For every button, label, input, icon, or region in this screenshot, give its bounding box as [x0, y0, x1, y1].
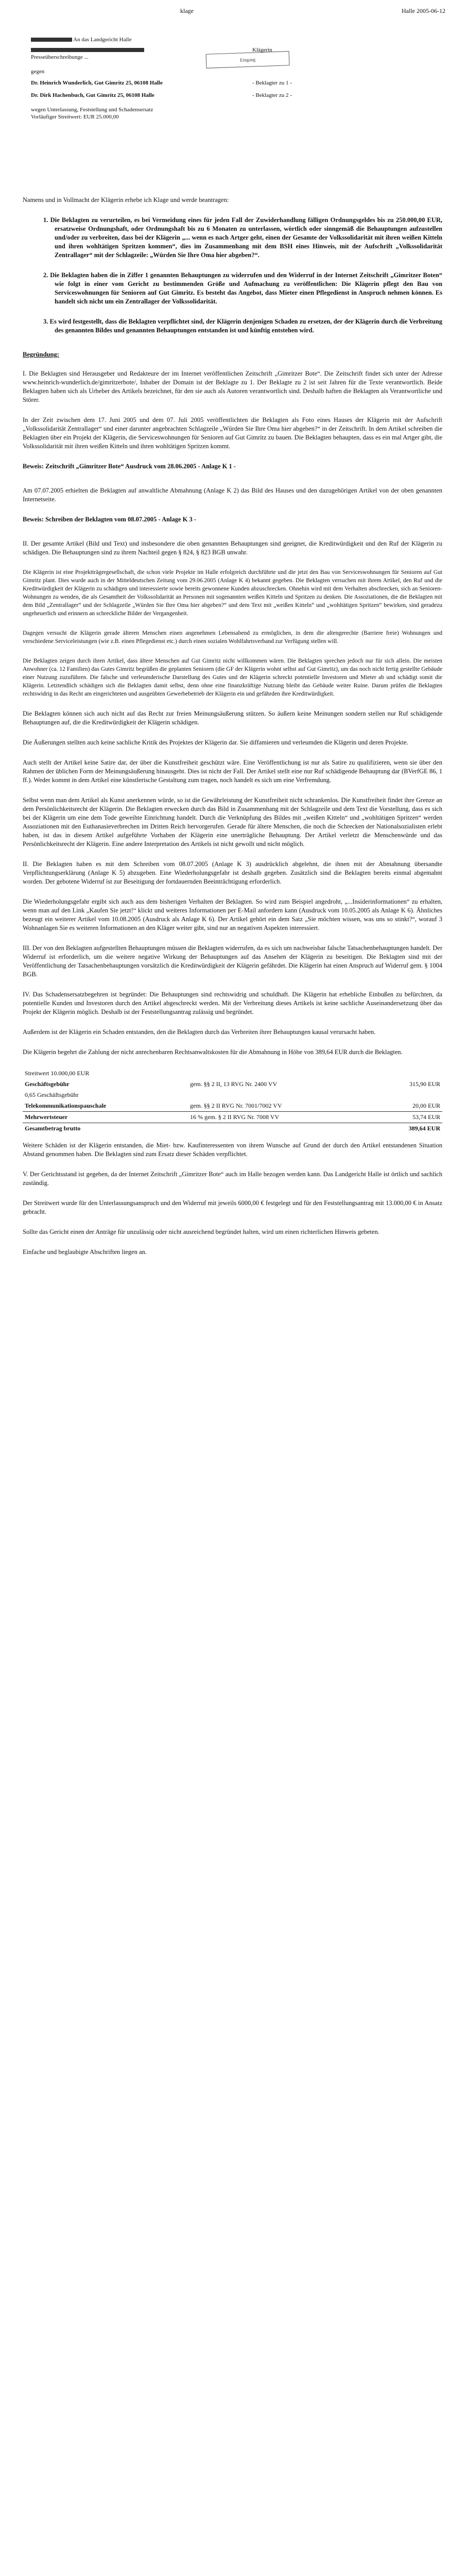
intro: Namens und in Vollmacht der Klägerin erhebe ich Klage und werde beantragen: [23, 196, 229, 204]
table-row: Gesamtbetrag brutto 389,64 EUR [23, 1123, 442, 1134]
contra-label: gegen [31, 69, 45, 75]
section-3: Am 07.07.2005 erhielten die Beklagten auf anwaltliche Abmahnung (Anlage K 2) das Bild des Hauses und den dazugehörigen Artikel von der oben genannten Internetseite. [23, 487, 442, 503]
section-11: Selbst wenn man dem Artikel als Kunst anerkennen würde, so ist die Gewährleistung der Kunstfreiheit nicht schrankenlos. Die Kunstfreiheit findet ihre Grenze an dem Persönlichkeitsrecht der Klägerin. Die Beklagten erwecken durch das Bild in Zusammenhang mit der Schlagzeile und dem Text die Vorstellung, dass es sich bei der Klägerin um eine dem Tode geweihte Einrichtung handelt. Durch die Verknüpfung des Bildes mit „weißen Kitteln“ und „wohltätigen Spritzen“ werden Assoziationen mit den Euthanasieverbrechen im Dritten Reich hervorgerufen. Gerade für ältere Menschen, die noch die Schrecken der Nationalsozialisten erlebt haben, ist das in diesem Artikel aufgeführte Vorhaben der Klägerin eine unerträgliche Behauptung. Der Artikel verletzt die Menschenwürde und das Persönlichkeitsrecht der Klägerin. Eine andere Interpretation des Artikels ist nicht gewollt und nicht möglich. [23, 796, 442, 848]
table-row: Telekommunikationspauschale gem. §§ 2 II RVG Nr. 7001/7002 VV 20,00 EUR [25, 1102, 440, 1109]
section-1: I. Die Beklagten sind Herausgeber und Redakteure der im Internet veröffentlichen Zeitschrift „Gimritzer Bote“. Die Zeitschrift findet sich unter der Adresse www.heinrich-wunderlich.de/gimritzerbote/, Inhaber der Domain ist der Beklagte zu 1. Der Beklagte zu 2 ist seit Jahren für die Texte verantwortlich. Beide Beklagten haben sich als Urheber des Artikels bezeichnet, für den sie auch als Autoren verantwortlich sind. Deshalb haften die Beklagten als Verantwortliche und Störer. [23, 370, 442, 403]
section-17: Die Klägerin begehrt die Zahlung der nicht anrechenbaren Rechtsanwaltskosten für die Abmahnung in Höhe von 389,64 EUR durch die Beklagten. [23, 1048, 403, 1056]
section-8: Die Beklagten können sich auch nicht auf das Recht zur freien Meinungsäußerung stützen. So äußern keine Meinungen sondern stellen nur Ruf schädigende Behauptungen auf, die die Kreditwürdigkeit der Klägerin schädigen. [23, 710, 442, 726]
dispute-value: Vorläufiger Streitwert: EUR 25.000,00 [31, 114, 119, 120]
section-21: Sollte das Gericht einen der Anträge für unzulässig oder nicht ausreichend begründet halten, wird um einen richterlichen Hinweis gebeten. [23, 1228, 379, 1235]
doc-type: klage [180, 7, 194, 14]
section-20: Der Streitwert wurde für den Unterlassungsanspruch und den Widerruf mit jeweils 6000,00 € festgelegt und für den Feststellungsantrag mit 13.000,00 € in Ansatz gebracht. [23, 1199, 442, 1215]
parties-block: An das Landgericht Halle Klägerin Presseüberschreibunge ... gegen Dr. Heinrich Wunderlich, Gut Gimritz 25, 06108 Halle - Beklagter zu 1 - Dr. Dirk Hachenbuch, Gut Gimritz 25, 06108 Halle - Beklagter zu 2 - wegen Unterlassung, Feststellung und Schadensersatz Vorläufiger Streitwert: EUR 25.000,00 [31, 36, 319, 121]
claim-3: 3. Es wird festgestellt, dass die Beklagten verpflichtet sind, der Klägerin denjenigen Schaden zu ersetzen, der der Klägerin durch die Verbreitung des genannten Bildes und genannten Behauptungen entstanden ist und künftig entstehen wird. [43, 318, 442, 334]
section-5: Die Klägerin ist eine Projektträgergesellschaft, die schon viele Projekte im Halle erfolgreich durchführte und die jetzt den Bau von Serviceswohnungen für Senioren auf Gut Gimritz plant. Dies wurde auch in der Mitteldeutschen Zeitung vom 29.06.2005 (Anlage K 4) bekannt gegeben. Die Beklagten versuchen mit ihrem Artikel, den Ruf und die Kreditwürdigkeit der Klägerin zu schädigen und interessierte sowie bereits gewonnene Kunden abzuschrecken. Ohnehin wird mit dem Verhalten abschrecken, sich an Senioren-Wohnungen zu wenden, die als Gesamtheit der Volkssolidarität an Personen mit sogenannten weißen Kitteln und Spritzen zu denken. Die Assoziationen, die die Beklagten mit dem Bild „Zentrallager“ und der Schlagzeile „Würden Sie Ihre Oma hier abgeben?“ und dem Text mit „weißen Kitteln“ und „wohltätigen Spritzen“ bewirken, sind geradezu ungeheuerlich und erinnern an schreckliche Bilder der Vergangenheit. [23, 569, 442, 617]
section-15: IV. Das Schadensersatzbegehren ist begründet: Die Behauptungen sind rechtswidrig und schuldhaft. Die Klägerin hat erhebliche Einbußen zu befürchten, da potentielle Kunden und Investoren durch den Artikel abgeschreckt werden. Mit der Verbreitung dieses Artikels ist keine sachliche Auseinandersetzung über das Projekt der Klägerin möglich. Deshalb ist der Feststellungsantrag zulässig und begründet. [23, 991, 442, 1015]
evidence-2: Beweis: Schreiben der Beklagten vom 08.07.2005 - Anlage K 3 - [23, 516, 197, 523]
section-4: II. Der gesamte Artikel (Bild und Text) und insbesondere die oben genannten Behauptungen sind geeignet, die Kreditwürdigkeit und den Ruf der Klägerin zu schädigen. Die Behauptungen sind zu ihrem Nachteil gegen § 824, § 823 BGB unwahr. [23, 540, 442, 556]
plaintiff-label: Klägerin [252, 47, 272, 53]
section-6: Dagegen versucht die Klägerin gerade älteren Menschen einen angenehmen Lebensabend zu ermöglichen, in dem die altengerechte (Barriere freie) Wohnungen und verschiedene Serviceleistungen (wie z.B. einen Pflegedienst etc.) durch einen sozialen Wohlfahrtsverband zur Verfügung stellen will. [23, 630, 442, 645]
court-line: An das Landgericht Halle [31, 36, 319, 43]
section-9: Die Äußerungen stellten auch keine sachliche Kritik des Projektes der Klägerin dar. Sie diffamieren und verleumden die Klägerin und deren Projekte. [23, 739, 408, 746]
section-2: In der Zeit zwischen dem 17. Juni 2005 und dem 07. Juli 2005 veröffentlichten die Beklagten als Foto eines Hauses der Klägerin mit der Aufschrift „Volkssolidarität Zentrallager“ und einer darunter angebrachten Schlagzeile „Würden Sie Ihre Oma hier abgeben?“ in der Zeitschrift. In dem Artikel schreiben die Beklagten über ein Projekt der Klägerin, die Serviceswohnungen für Senioren auf Gut Gimritz zu bauen. Die Beklagten behaupten, dass es ein mal Artger gibt, die Volkssolidarität mit ihren weißen Kitteln und ihren wohltätigen Spritzen kommt. [23, 416, 442, 450]
evidence-1: Beweis: Zeitschrift „Gimritzer Bote“ Ausdruck vom 28.06.2005 - Anlage K 1 - [23, 463, 236, 470]
section-10: Auch stellt der Artikel keine Satire dar, der über die Kunstfreiheit geschützt wäre. Eine Veröffentlichung ist nur als Satire zu qualifizieren, wenn sie über den Rahmen der üblichen Form der Meinungsäußerung hinausgeht. Dies ist nicht der Fall. Der Artikel stellt eine nur Ruf schädigende Behauptung dar (BVerfGE 86, 1 ff.). Weder kommt in dem Artikel eine künstlerische Gestaltung zum tragen, noch handelt es sich um eine Verfremdung. [23, 759, 442, 784]
redaction [31, 38, 72, 42]
section-7: Die Beklagten zeigen durch ihren Artikel, dass ältere Menschen auf Gut Gimritz nicht willkommen wären. Die Beklagten sprechen jedoch nur für sich allein. Die meisten Anwohner (ca. 12 Familien) das Gutes Gimritz begrüßen die geplanten Senioren (die GF der Klägerin wohnt selbst auf Gut Gimritz), um das noch nicht fertig gestellte Gebäude einer Nutzung zuzuführen. Die falsche und verleumderische Darstellung des Gutes und der Klägerin schreckt potentielle Investoren und Mieter ab und schädigt somit die Klägerin. Letztendlich schädigen sich die Beklagten damit selbst, denn ohne eine finanzkräftige Nutzung bleibt das Gebäude weiter Ruine. Darum prüfen die Beklagten rechtswidrig in das Recht am eingerichteten und ausgeübten Gewerbebetrieb der Klägerin ein und gefährden ihre Kreditwürdigkeit. [23, 658, 442, 697]
section-18: Weitere Schäden ist der Klägerin entstanden, die Miet- bzw. Kaufinteressenten von ihrem Wunsche auf Grund der durch den Artikel entstandenen Situation Abstand genommen haben. Die Beklagten sind zum Ersatz dieser Schäden verpflichtet. [23, 1142, 442, 1158]
plaintiff-address: Presseüberschreibunge ... [31, 54, 89, 60]
section-14: III. Der von den Beklagten aufgestellten Behauptungen müssen die Beklagten widerrufen, da es sich um nachweisbar falsche Tatsachenbehauptungen handelt. Der Widerruf ist erforderlich, um die weitere negative Wirkung der Behauptungen auf das Ansehen der Klägerin zu beseitigen. Die Beklagten sind mit der Veröffentlichung der Tatsachenbehauptungen vorsätzlich die Kreditwürdigkeit der Klägerin gefährdet. Die Klägerin hat einen Anspruch auf Widerruf gem. § 1004 BGB. [23, 944, 442, 978]
begruendung-heading: Begründung: [23, 351, 59, 358]
table-row: 0,65 Geschäftsgebühr [25, 1091, 79, 1098]
table-row: Geschäftsgebühr gem. §§ 2 II, 13 RVG Nr. 2400 VV 315,90 EUR [25, 1080, 440, 1088]
redaction [31, 48, 144, 52]
table-row: Mehrwertsteuer 16 % gem. § 2 II RVG Nr. 7008 VV 53,74 EUR [23, 1112, 442, 1123]
table-row: Streitwert 10.000,00 EUR [25, 1070, 90, 1077]
defendant-2: Dr. Dirk Hachenbuch, Gut Gimritz 25, 06108 Halle [31, 92, 154, 98]
claim-1: 1. Die Beklagten zu verurteilen, es bei Vermeidung eines für jeden Fall der Zuwiderhandlung fälligen Ordnungsgeldes bis zu 250.000,00 EUR, ersatzweise Ordnungshaft, oder Ordnungshaft bis zu 6 Monaten zu unterlassen, wörtlich oder sinngemäß die Behauptungen aufzustellen und/oder zu verbreiten, dass bei der Klägerin „... wenn es nach Artger geht, einen der Gesamte der Volkssolidarität mit ihren weißen Kitteln und ihren wohltätigen Spritzen kommen“, dies im Zusammenhang mit dem BSH eines Hinweis, mit der Aufschrift „Volkssolidarität Zentrallager“ mit der Schlagzeile: „Würden Sie Ihre Oma hier abgeben?“. [43, 216, 442, 259]
closing-line: Einfache und beglaubigte Abschriften liegen an. [23, 1248, 147, 1256]
section-12: II. Die Beklagten haben es mit dem Schreiben vom 08.07.2005 (Anlage K 3) ausdrücklich abgelehnt, die ihnen mit der Abmahnung übersandte Verpflichtungserklärung (Anlage K 5) abzugeben. Eine Wiederholungsgefahr ist deshalb gegeben. Zusätzlich sind die Beklagten bereits einmal abgemahnt worden. Der gebotene Widerruf ist zur Beseitigung der fortdauernden Beeinträchtigung erforderlich. [23, 860, 442, 885]
subject-line: wegen Unterlassung, Feststellung und Schadensersatz [31, 107, 153, 113]
fee-table [23, 1068, 442, 1134]
defendant-1: Dr. Heinrich Wunderlich, Gut Gimritz 25, 06108 Halle [31, 80, 163, 86]
document-body [23, 196, 442, 1268]
receipt-stamp: Eingang [206, 51, 290, 69]
claim-2: 2. Die Beklagten haben die in Ziffer 1 genannten Behauptungen zu widerrufen und den Widerruf in der Internet Zeitschrift „Gimritzer Boten“ wie folgt in einer vom Gericht zu bestimmenden Größe und Aufmachung zu veröffentlichen: Die Klägerin pflegt den Bau von Serviceswohnungen für Senioren auf Gut Gimritz. Es besteht das Angebot, dass Mieter einen Pflegedienst in Anspruch nehmen können. Es handelt sich nicht um ein Zentrallager der Volkssolidarität. [43, 272, 442, 305]
section-16: Außerdem ist der Klägerin ein Schaden entstanden, den die Beklagten durch das Verbreiten ihrer Behauptungen kausal verursacht haben. [23, 1028, 376, 1036]
section-13: Die Wiederholungsgefahr ergibt sich auch aus dem bisherigen Verhalten der Beklagten. So wird zum Beispiel angedroht, „...Insiderinformationen“ zu erhalten, wenn man auf den Link „Kaufen Sie jetzt!“ klickt und weiteres Informationen per E-Mail anfordern kann (Ausdruck vom 10.05.2005 als Anlage K 6). Ähnliches bezeugt ein weiterer Artikel vom 10.08.2005 (Ausdruck als Anlage K 6). Der Artikel gehört ein dem Satz „Sie möchten wissen, was uns so stinkt?“, worauf 3 Wohnanlagen Sie es weiteren Informationen an den Kläger weiter gibt, sind nur an negativen Aspekten interessiert. [23, 898, 442, 931]
doc-date: Halle 2005-06-12 [402, 7, 445, 14]
section-19: V. Der Gerichtsstand ist gegeben, da der Internet Zeitschrift „Gimritzer Bote“ auch im Halle bezogen werden kann. Das Landgericht Halle ist örtlich und sachlich zuständig. [23, 1171, 442, 1187]
